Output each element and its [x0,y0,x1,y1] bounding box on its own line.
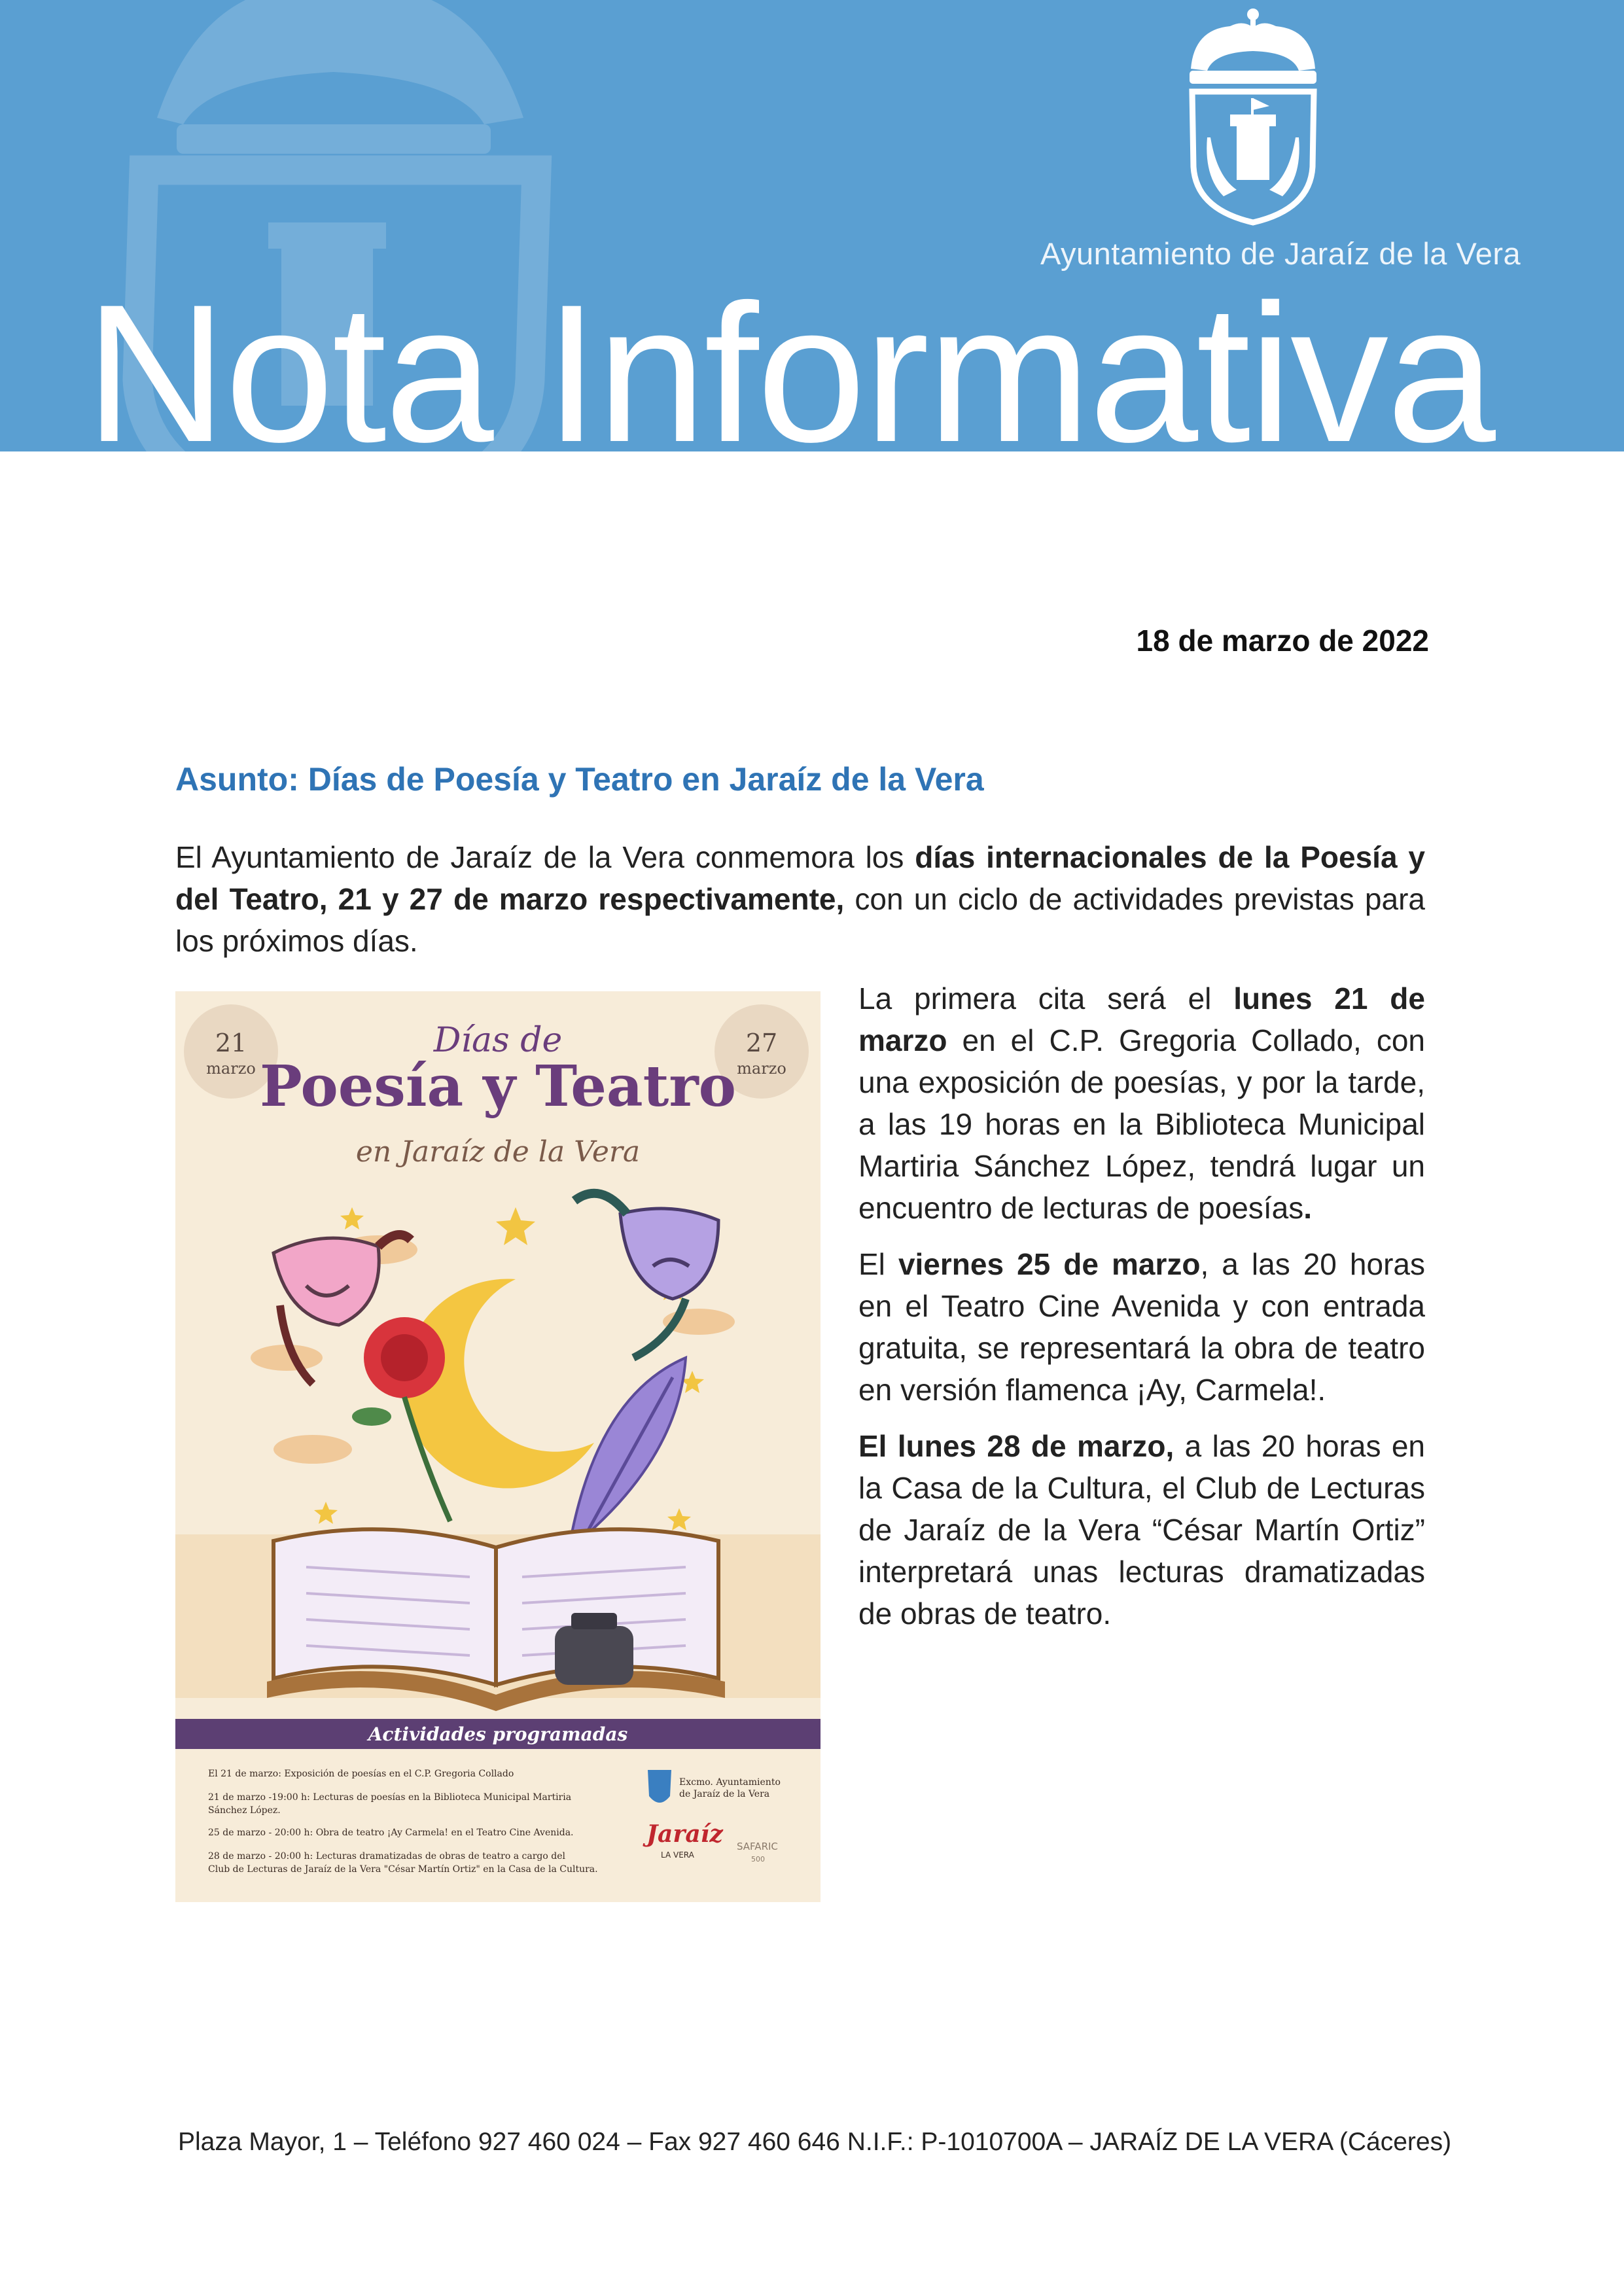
event-poster [175,991,821,1902]
safaric-logo: SAFARIC [737,1841,778,1852]
svg-text:Actividades programadas: Actividades programadas [368,1723,628,1745]
activity-line: Club de Lecturas de Jaraíz de la Vera "César Martín Ortiz" en la Casa de la Cultura. [208,1864,598,1875]
paragraph-march-21: La primera cita será el lunes 21 de marzo en el C.P. Gregoria Collado, con una exposición de poesías, y por la tarde, a las 19 horas en la Biblioteca Municipal Martiria Sánchez López, tendrá lugar un encuentro de lecturas de poesías. [858,981,1425,1225]
intro-paragraph: El Ayuntamiento de Jaraíz de la Vera conmemora los días internacionales de la Poesía y del Teatro, 21 y 27 de marzo respectivamente, con un ciclo de actividades previstas para los próximos días. [175,840,1425,958]
svg-text:500: 500 [751,1855,765,1863]
organization-name: Ayuntamiento de Jaraíz de la Vera [1040,236,1521,271]
svg-text:21: 21 [215,1029,247,1057]
poster-title-line3: en Jaraíz de la Vera [355,1135,641,1169]
svg-text:27: 27 [745,1029,778,1057]
activity-line: El 21 de marzo: Exposición de poesías en el C.P. Gregoria Collado [208,1769,514,1779]
jaraiz-logo: Jaraíz [646,1820,723,1848]
subject-heading: Asunto: Días de Poesía y Teatro en Jaraíz de la Vera [175,761,984,798]
svg-text:marzo: marzo [737,1059,786,1078]
activity-line: 21 de marzo -19:00 h: Lecturas de poesías en la Biblioteca Municipal Martiria [208,1792,572,1803]
inkwell-icon [555,1626,633,1685]
header-banner [0,0,1624,451]
poster-title-line1: Días de [433,1021,563,1060]
svg-text:marzo: marzo [206,1059,256,1078]
svg-text:de Jaraíz de la Vera: de Jaraíz de la Vera [679,1789,770,1799]
document-date: 18 de marzo de 2022 [1136,624,1429,658]
coat-of-arms-icon [1178,7,1328,229]
paragraph-march-25: El viernes 25 de marzo, a las 20 horas en el Teatro Cine Avenida y con entrada gratuita, se representará la obra de teatro en versión flamenca ¡Ay, Carmela!. [858,1247,1425,1407]
activity-line: 28 de marzo - 20:00 h: Lecturas dramatizadas de obras de teatro a cargo del [208,1851,565,1862]
footer-address: Plaza Mayor, 1 – Teléfono 927 460 024 – Fax 927 460 646 N.I.F.: P-1010700A – JARAÍZ DE LA VERA (Cáceres) [178,2128,1452,2156]
activity-line: 25 de marzo - 20:00 h: Obra de teatro ¡Ay Carmela! en el Teatro Cine Avenida. [208,1828,574,1838]
town-crest-icon [648,1770,671,1803]
svg-text:Excmo. Ayuntamiento: Excmo. Ayuntamiento [679,1777,781,1788]
svg-text:LA VERA: LA VERA [661,1850,694,1860]
open-book-icon [274,1529,496,1685]
page-title: Nota Informativa [85,263,1494,451]
poster-artwork [175,991,821,1902]
activity-line: Sánchez López. [208,1805,281,1816]
poster-title-line2: Poesía y Teatro [259,1053,737,1120]
activities-column [858,978,1425,1649]
paragraph-march-28: El lunes 28 de marzo, a las 20 horas en la Casa de la Cultura, el Club de Lecturas de Jaraíz de la Vera “César Martín Ortiz” interpretará unas lecturas dramatizadas de obras de teatro. [858,1429,1426,1631]
